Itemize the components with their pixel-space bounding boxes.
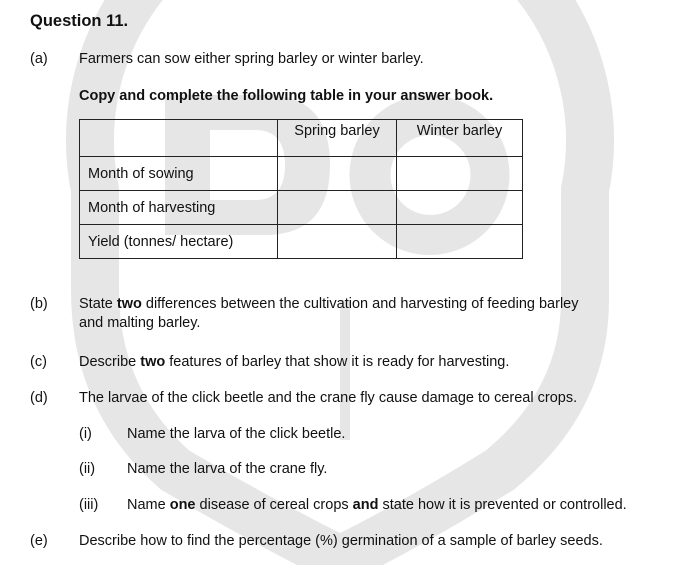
table-row [80,191,523,225]
table-cell [278,191,397,225]
table-cell [397,191,523,225]
part-d-iii-label: (iii) [79,497,99,513]
part-d-label: (d) [30,390,48,406]
part-e-text: Describe how to find the percentage (%) germination of a sample of barley seeds. [79,533,603,549]
part-d-i-label: (i) [79,426,92,442]
part-b-text-line2: and malting barley. [79,315,201,331]
part-c-label: (c) [30,354,47,370]
table-header-row [80,120,523,157]
table-header-cell [80,120,278,157]
table-header-cell: Winter barley [397,120,523,157]
barley-table [79,119,523,259]
table-cell [397,157,523,191]
part-d-ii-text: Name the larva of the crane fly. [127,461,328,477]
part-c-text: Describe two features of barley that show it is ready for harvesting. [79,354,510,370]
part-a-label: (a) [30,51,48,67]
part-b-text: State two differences between the cultivation and harvesting of feeding barley [79,296,579,312]
part-d-ii-label: (ii) [79,461,96,477]
table-row [80,157,523,191]
table-cell [278,157,397,191]
table-row-label: Month of harvesting [80,191,278,225]
part-a-instruction: Copy and complete the following table in your answer book. [79,88,494,104]
part-e-label: (e) [30,533,48,549]
table-cell [397,225,523,259]
part-d-text: The larvae of the click beetle and the crane fly cause damage to cereal crops. [79,390,578,406]
question-title: Question 11. [30,12,129,30]
table-row-label: Yield (tonnes/ hectare) [80,225,278,259]
part-d-i-text: Name the larva of the click beetle. [127,426,346,442]
part-b-label: (b) [30,296,48,312]
part-d-iii-text: Name one disease of cereal crops and state how it is prevented or controlled. [127,497,627,513]
table-row-label: Month of sowing [80,157,278,191]
table-cell [278,225,397,259]
table-header-cell: Spring barley [278,120,397,157]
part-a-text: Farmers can sow either spring barley or winter barley. [79,51,424,67]
table-row [80,225,523,259]
